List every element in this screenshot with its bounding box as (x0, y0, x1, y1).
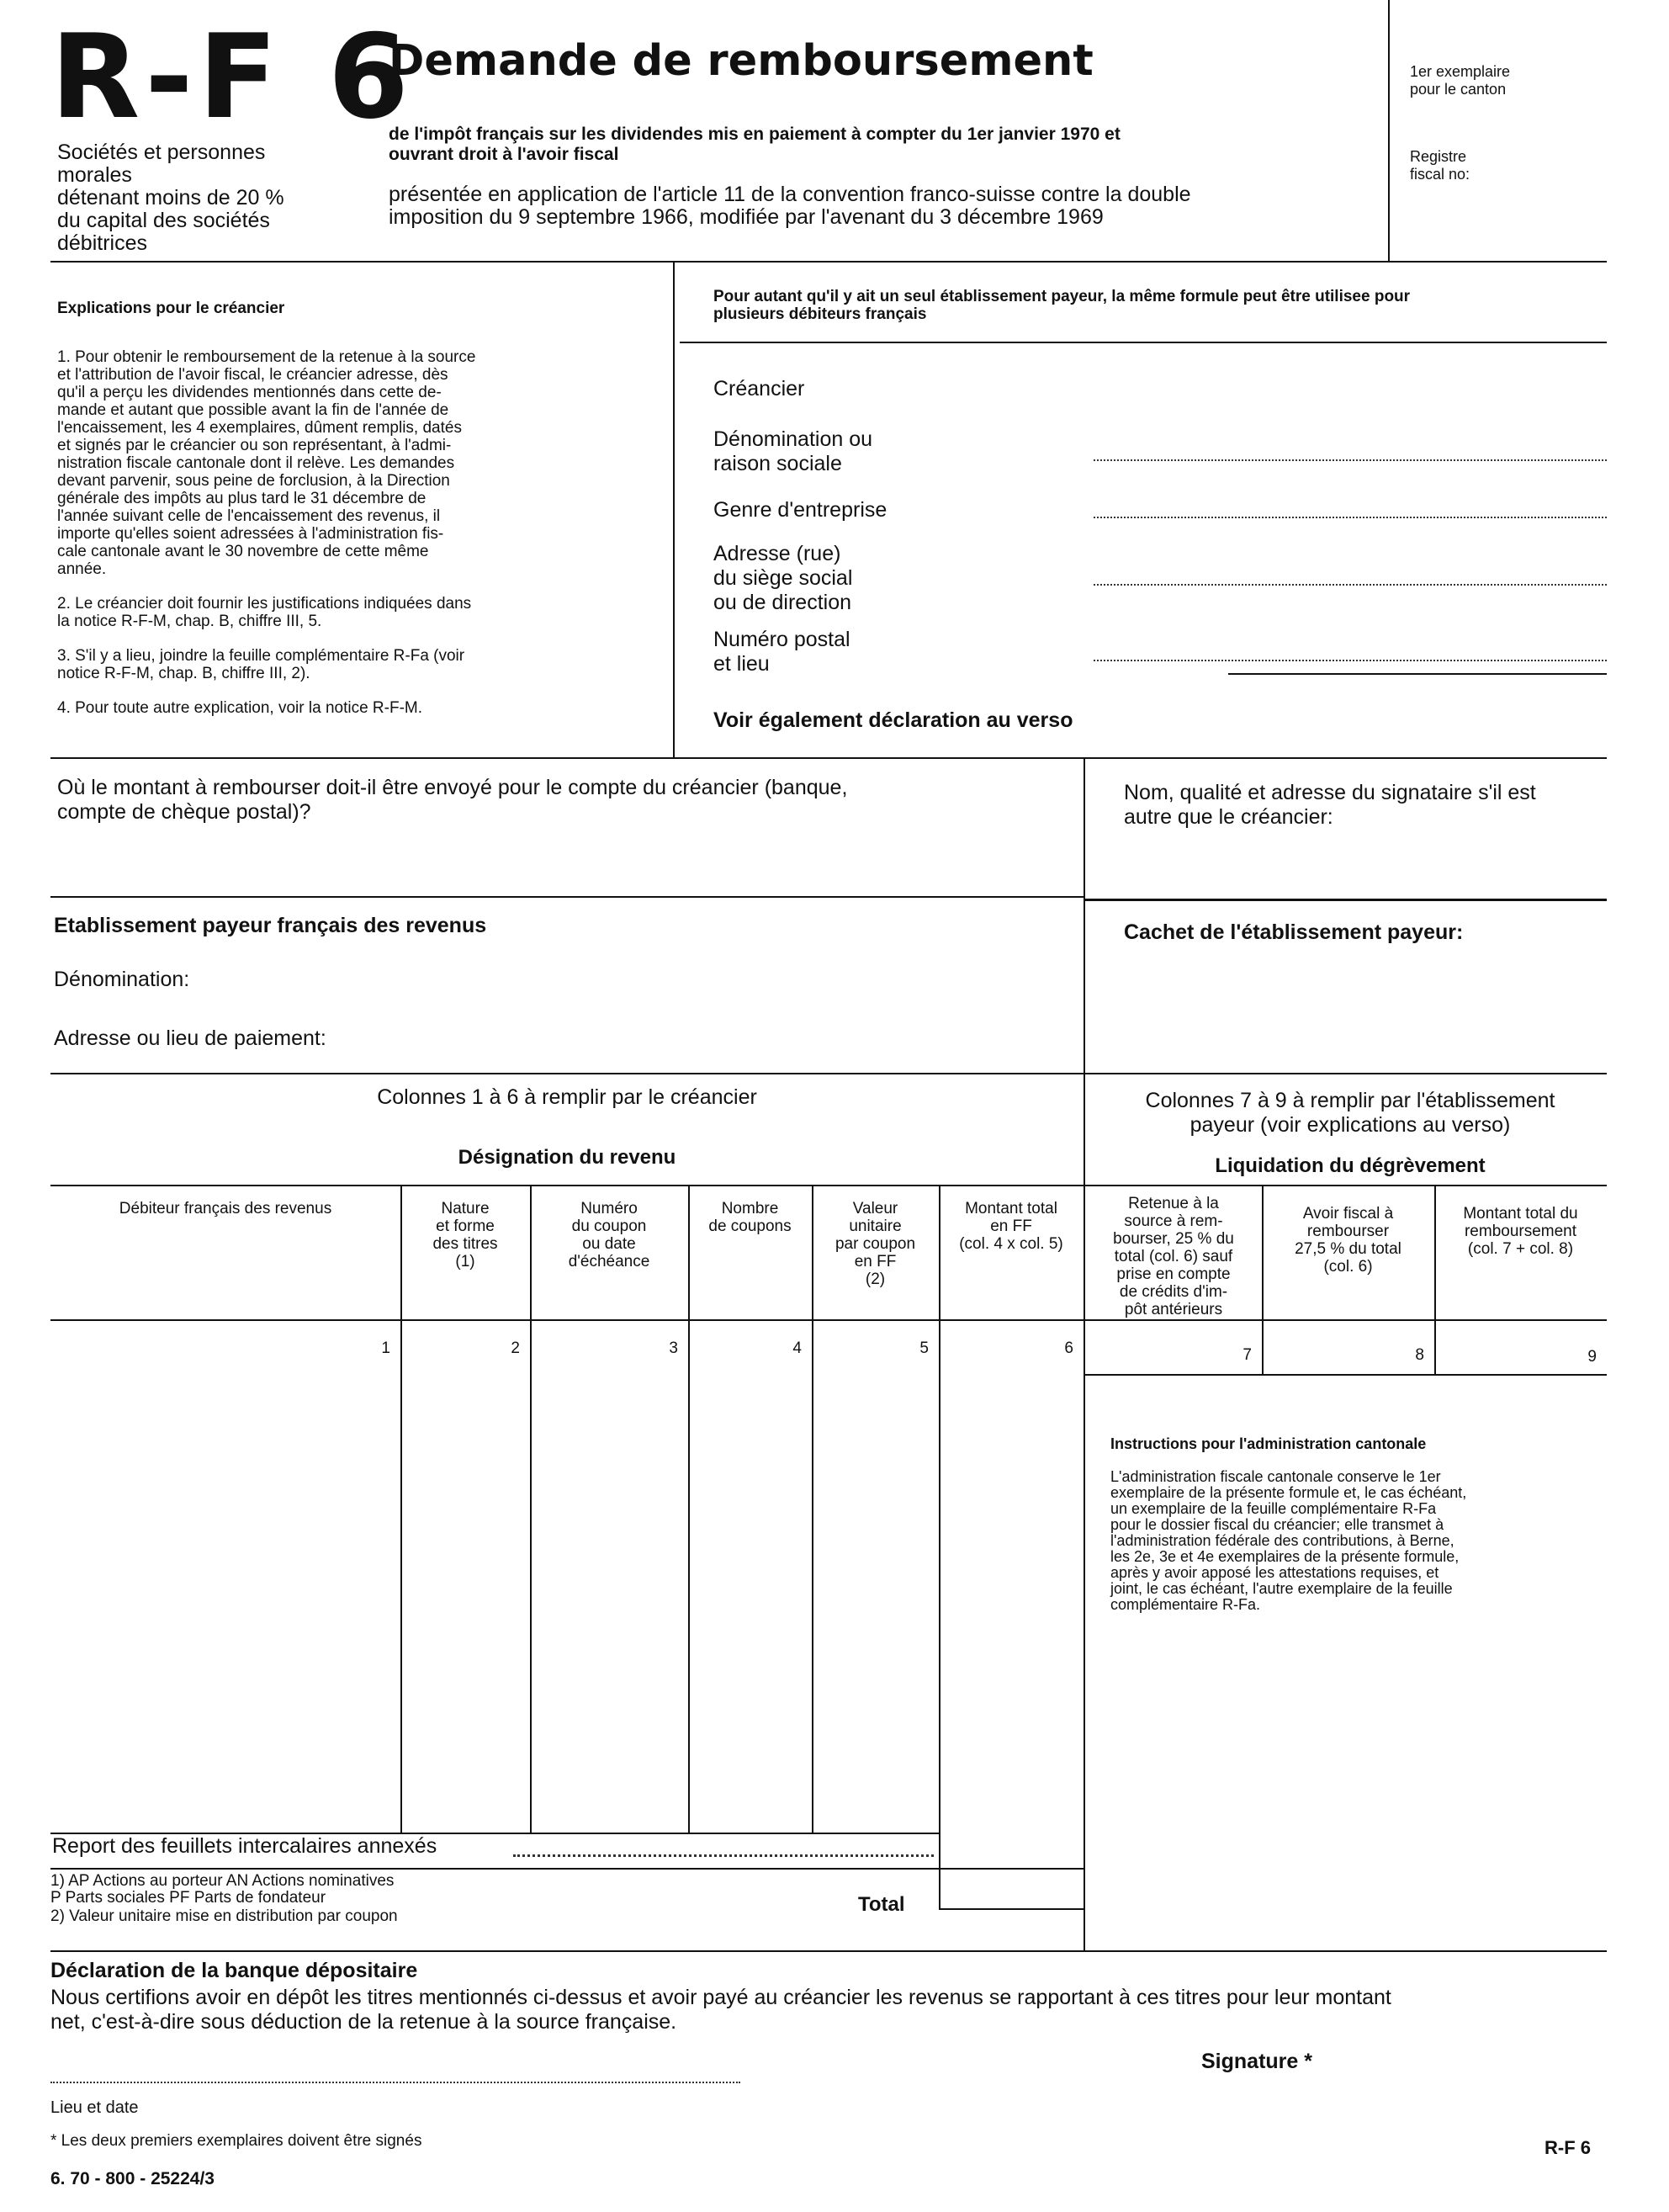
col-sep-5 (939, 1185, 940, 1908)
denomination-label: Dénomination ou raison sociale (713, 427, 873, 475)
col-header-1: Débiteur français des revenus (119, 1200, 332, 1217)
etablissement-adresse-label[interactable]: Adresse ou lieu de paiement: (54, 1026, 326, 1050)
report-label: Report des feuillets intercalaires annexés (52, 1834, 437, 1858)
col-sep-1 (400, 1185, 402, 1833)
col-sep-2 (530, 1185, 532, 1833)
instructions-body: L'administration fiscale cantonale conserve le 1er exemplaire de la présente formule et, le cas échéant, un exemplaire de la feuille complémentaire R-Fa pour le dossier fiscal du créancier; elle transmet à l'administration fédérale des contributions, à Berne, les 2e, 3e et 4e exemplaires de la présente formule, après y avoir apposé les attestations requises, et joint, le cas échéant, l'autre exemplaire de la feuille complémentaire R-Fa. (1110, 1468, 1467, 1613)
adresse-label: Adresse (rue) du siège social ou de direction (713, 542, 853, 614)
registre-fiscal-field[interactable]: Registre fiscal no: (1410, 148, 1470, 183)
copy-note: 1er exemplaire pour le canton (1410, 63, 1511, 98)
signature-footnote: * Les deux premiers exemplaires doivent être signés (50, 2132, 422, 2150)
col-header-4: Nombre de coupons (708, 1200, 792, 1235)
page-title: Demande de remboursement (389, 36, 1094, 86)
report-dots (513, 1854, 934, 1857)
explication-item: 3. S'il y a lieu, joindre la feuille complémentaire R-Fa (voir notice R-F-M, chap. B, chiffre III, 2). (57, 647, 465, 682)
explication-item: 2. Le créancier doit fournir les justifications indiquées dans la notice R-F-M, chap. B, chiffre III, 5. (57, 595, 472, 630)
denomination-field[interactable] (1094, 459, 1607, 461)
table-head-rule (50, 1185, 1607, 1186)
lieu-date-field[interactable] (50, 2082, 740, 2083)
col-header-5: Valeur unitaire par coupon en FF (2) (834, 1200, 916, 1288)
col-num-7: 7 (1242, 1346, 1252, 1364)
creancier-note-rule (680, 342, 1607, 343)
etablissement-denomination-label[interactable]: Dénomination: (54, 968, 190, 991)
col-header-2: Nature et forme des titres (1) (432, 1200, 498, 1270)
col-num-5: 5 (919, 1339, 929, 1357)
form-code-large: R-F 6 (50, 9, 414, 145)
footer-print-code: 6. 70 - 800 - 25224/3 (50, 2169, 215, 2188)
col-num-8: 8 (1415, 1346, 1424, 1364)
report-bottom-rule (50, 1868, 1084, 1870)
col-num-2: 2 (511, 1339, 520, 1357)
cachet-label[interactable]: Cachet de l'établissement payeur: (1124, 920, 1464, 944)
footnote-2: 2) Valeur unitaire mise en distribution par coupon (50, 1907, 398, 1925)
col-num-4: 4 (792, 1339, 802, 1357)
col-header-9: Montant total du remboursement (col. 7 + col. 8) (1463, 1205, 1578, 1258)
section-rule-3 (50, 1073, 1607, 1074)
table-body-rule (50, 1319, 1607, 1321)
creancier-note: Pour autant qu'il y ait un seul établissement payeur, la même formule peut être utilisee pour plusieurs débiteurs français (713, 288, 1411, 323)
footer-form-code: R-F 6 (1544, 2137, 1591, 2158)
explications-list (57, 348, 612, 717)
postal-label: Numéro postal et lieu (713, 628, 850, 676)
right-cols-bottom-rule (1085, 1374, 1607, 1376)
section-rule-4 (50, 1950, 1607, 1952)
header-bottom-rule (50, 261, 1607, 263)
col-header-7: Retenue à la source à rem- bourser, 25 % du total (col. 6) sauf prise en compte de crédits d'im- pôt antérieurs (1113, 1195, 1234, 1318)
section-rule-2 (50, 896, 1084, 898)
header-divider (1388, 0, 1390, 261)
col-num-9: 9 (1587, 1348, 1597, 1366)
col-sep-3 (688, 1185, 690, 1833)
explications-divider (673, 261, 675, 757)
signataire-label: Nom, qualité et adresse du signataire s'il est autre que le créancier: (1124, 781, 1536, 829)
header-left-subtitle: Sociétés et personnes morales détenant moins de 20 % du capital des sociétés débitrices (57, 141, 284, 255)
adresse-field[interactable] (1094, 584, 1607, 586)
total-bottom-rule (939, 1908, 1084, 1910)
verso-note: Voir également déclaration au verso (713, 708, 1073, 732)
etablissement-heading: Etablissement payeur français des revenus (54, 914, 487, 937)
instructions-heading: Instructions pour l'administration cantonale (1110, 1435, 1427, 1452)
section-rule-1 (50, 757, 1607, 759)
right-group-heading: Liquidation du dégrèvement (1215, 1154, 1486, 1177)
left-group-heading: Désignation du revenu (458, 1146, 676, 1169)
right-table-caption: Colonnes 7 à 9 à remplir par l'établissement payeur (voir explications au verso) (1145, 1089, 1555, 1137)
col-num-6: 6 (1064, 1339, 1073, 1357)
total-label: Total (858, 1893, 905, 1916)
envoi-question: Où le montant à rembourser doit-il être envoyé pour le compte du créancier (banque, compte de chèque postal)? (57, 776, 848, 824)
col-num-3: 3 (669, 1339, 678, 1357)
col-header-8: Avoir fiscal à rembourser 27,5 % du total (col. 6) (1295, 1205, 1401, 1276)
lieu-date-label: Lieu et date (50, 2098, 139, 2117)
creancier-heading: Créancier (713, 377, 805, 400)
section-rule-2-right (1084, 899, 1607, 901)
genre-label: Genre d'entreprise (713, 498, 887, 522)
genre-field[interactable] (1094, 517, 1607, 518)
header-subtitle: présentée en application de l'article 11 de la convention franco-suisse contre la double imposition du 9 septembre 1966, modifiée par l'avenant du 3 décembre 1969 (389, 183, 1191, 229)
explication-item: 1. Pour obtenir le remboursement de la retenue à la source et l'attribution de l'avoir fiscal, le créancier adresse, dès qu'il a perçu les dividendes mentionnés dans cette de- mande et autant que possible avant la fin de l'année de l'encaissement, les 4 exemplaires, dûment remplis, datés et signés par le créancier ou son représentant, à l'admi- nistration fiscale cantonale dont il relève. Les demandes devant parvenir, sous peine de forclusion, à la Direction générale des impôts au plus tard le 31 décembre de l'année suivant celle de l'encaissement des revenus, il importe qu'elles soient adressées à l'administration fis- cale cantonale avant le 30 novembre de cette même année. (57, 348, 476, 578)
footnote-1: 1) AP Actions au porteur AN Actions nominatives P Parts sociales PF Parts de fondateur (50, 1872, 395, 1907)
col-header-3: Numéro du coupon ou date d'échéance (568, 1200, 650, 1270)
declaration-body: Nous certifions avoir en dépôt les titres mentionnés ci-dessus et avoir payé au créancier les revenus se rapportant à ces titres pour leur montant net, c'est-à-dire sous déduction de la retenue à la source française. (50, 1986, 1391, 2034)
header-subtitle-bold: de l'impôt français sur les dividendes mis en paiement à compter du 1er janvier 1970 et ouvrant droit à l'avoir fiscal (389, 125, 1121, 164)
signature-label[interactable]: Signature * (1201, 2050, 1312, 2073)
explications-heading: Explications pour le créancier (57, 300, 285, 317)
explication-item: 4. Pour toute autre explication, voir la notice R-F-M. (57, 699, 423, 717)
postal-field[interactable] (1094, 660, 1607, 661)
postal-field-underline (1228, 673, 1607, 675)
left-table-caption: Colonnes 1 à 6 à remplir par le créancier (377, 1085, 757, 1109)
col-header-6: Montant total en FF (col. 4 x col. 5) (959, 1200, 1063, 1253)
col-num-1: 1 (381, 1339, 390, 1357)
declaration-heading: Déclaration de la banque dépositaire (50, 1959, 418, 1982)
